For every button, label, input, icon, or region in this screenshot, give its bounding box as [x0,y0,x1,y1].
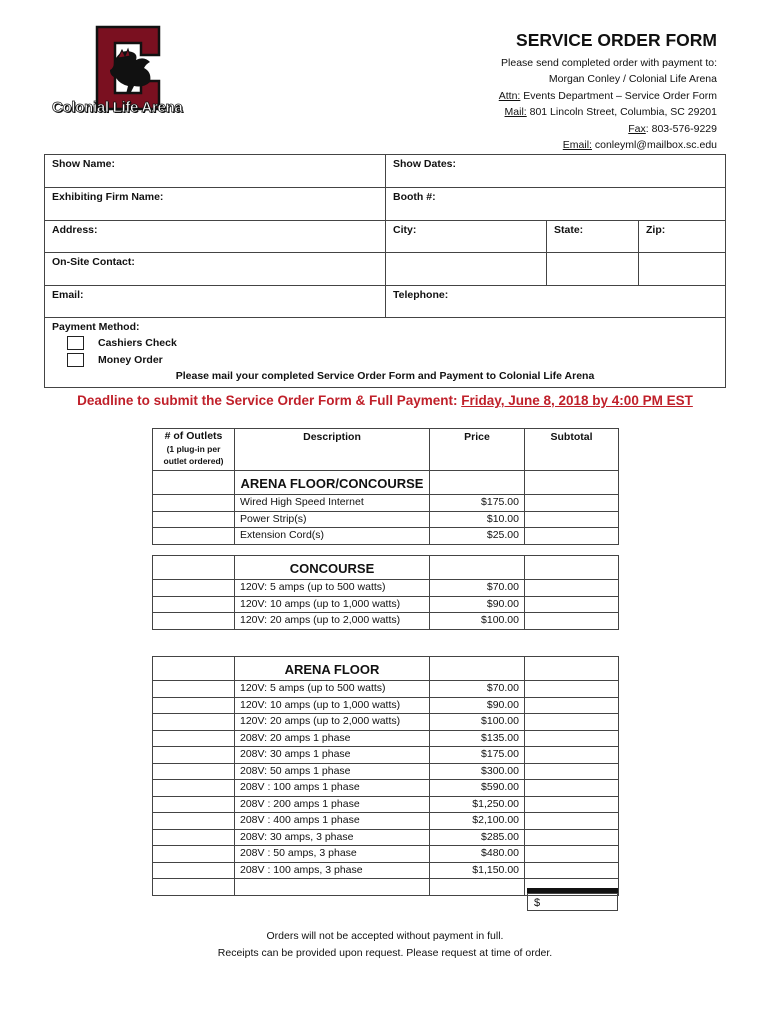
booth-field[interactable]: Booth #: [386,188,726,221]
table-row [153,495,619,512]
item-subtotal[interactable] [525,697,619,714]
onsite-contact-field[interactable]: On-Site Contact: [45,253,386,286]
cashiers-check-checkbox[interactable] [67,336,84,350]
qty-cell[interactable] [153,657,235,681]
item-description: Wired High Speed Internet [235,495,430,512]
qty-input[interactable] [153,780,235,797]
qty-input[interactable] [153,511,235,528]
table-row [153,846,619,863]
contact-line: Mail: 801 Lincoln Street, Columbia, SC 29201 [504,106,717,119]
section-header-row [153,471,619,495]
item-description: 208V : 100 amps 1 phase [235,780,430,797]
price-table-arena-floor [152,656,619,896]
item-description: 120V: 20 amps (up to 2,000 watts) [235,714,430,731]
table-row [153,714,619,731]
customer-info-table [44,154,726,388]
qty-input[interactable] [153,747,235,764]
qty-input[interactable] [153,681,235,698]
item-description: 208V: 30 amps 1 phase [235,747,430,764]
footer-line-1: Orders will not be accepted without payment in full. [266,930,504,942]
item-description: Power Strip(s) [235,511,430,528]
item-price: $90.00 [430,596,525,613]
table-row [153,747,619,764]
item-subtotal[interactable] [525,813,619,830]
item-price: $2,100.00 [430,813,525,830]
item-description: 120V: 10 amps (up to 1,000 watts) [235,697,430,714]
table-row [153,763,619,780]
item-subtotal[interactable] [525,730,619,747]
qty-cell[interactable] [153,471,235,495]
section-title: ARENA FLOOR [235,657,430,681]
table-row [153,813,619,830]
table-row [153,681,619,698]
table-row [153,796,619,813]
contact-line: Morgan Conley / Colonial Life Arena [548,73,717,86]
item-subtotal[interactable] [525,862,619,879]
qty-input[interactable] [153,714,235,731]
qty-input[interactable] [153,613,235,630]
item-price: $175.00 [430,495,525,512]
item-price: $1,250.00 [430,796,525,813]
section-header-row [153,657,619,681]
form-title: SERVICE ORDER FORM [516,30,717,50]
qty-input[interactable] [153,580,235,597]
table-row [153,697,619,714]
footer-line-2: Receipts can be provided upon request. Please request at time of order. [217,947,553,959]
table-row [153,862,619,879]
section-title: CONCOURSE [235,556,430,580]
item-subtotal[interactable] [525,747,619,764]
contact-line: Attn: Events Department – Service Order Form [498,89,717,102]
item-subtotal[interactable] [525,613,619,630]
item-price: $135.00 [430,730,525,747]
item-description: 120V: 20 amps (up to 2,000 watts) [235,613,430,630]
subtotal-header: Subtotal [525,429,619,471]
table-row [153,829,619,846]
total-field[interactable]: $ [527,893,618,911]
money-order-checkbox[interactable] [67,353,84,367]
table-row [153,528,619,545]
item-subtotal[interactable] [525,763,619,780]
telephone-field[interactable]: Telephone: [386,286,726,318]
item-description: 208V: 50 amps 1 phase [235,763,430,780]
payment-method-label: Payment Method: [52,321,140,333]
item-subtotal[interactable] [525,511,619,528]
qty-input[interactable] [153,697,235,714]
section-title: ARENA FLOOR/CONCOURSE [235,471,430,495]
price-header: Price [430,429,525,471]
item-description: 208V: 20 amps 1 phase [235,730,430,747]
item-subtotal[interactable] [525,528,619,545]
address-field[interactable]: Address: [45,221,386,253]
deadline-date: Friday, June 8, 2018 by 4:00 PM EST [461,393,693,408]
mail-note: Please mail your completed Service Order Form and Payment to Colonial Life Arena [175,370,595,382]
item-subtotal[interactable] [525,846,619,863]
table-row [153,780,619,797]
item-price: $480.00 [430,846,525,863]
item-subtotal[interactable] [525,495,619,512]
firm-name-field[interactable]: Exhibiting Firm Name: [45,188,386,221]
city-field[interactable]: City: [386,221,547,253]
contact-block [499,55,717,153]
qty-cell[interactable] [153,556,235,580]
item-price: $300.00 [430,763,525,780]
item-price: $590.00 [430,780,525,797]
item-description: 120V: 10 amps (up to 1,000 watts) [235,596,430,613]
qty-input[interactable] [153,528,235,545]
qty-input[interactable] [153,813,235,830]
item-subtotal[interactable] [525,829,619,846]
table-row [153,613,619,630]
money-order-option[interactable]: Money Order [67,351,718,368]
item-price: $100.00 [430,714,525,731]
item-description: Extension Cord(s) [235,528,430,545]
contact-line: Please send completed order with payment to: [501,57,717,69]
qty-input[interactable] [153,862,235,879]
item-price: $90.00 [430,697,525,714]
deadline-notice: Deadline to submit the Service Order Form & Full Payment: Friday, June 8, 2018 by 4:00 PM EST [77,393,693,408]
item-price: $285.00 [430,829,525,846]
item-price: $10.00 [430,511,525,528]
qty-input[interactable] [153,829,235,846]
item-subtotal[interactable] [525,796,619,813]
item-price: $70.00 [430,580,525,597]
qty-input[interactable] [153,846,235,863]
show-dates-field[interactable]: Show Dates: [386,155,726,188]
item-price: $175.00 [430,747,525,764]
item-price: $100.00 [430,613,525,630]
price-table-concourse [152,555,619,630]
item-price: $25.00 [430,528,525,545]
qty-input[interactable] [153,796,235,813]
description-header: Description [235,429,430,471]
item-description: 208V: 30 amps, 3 phase [235,829,430,846]
item-price: $70.00 [430,681,525,698]
email-field[interactable]: Email: [45,286,386,318]
logo-wordmark: Colonial Life Arena [52,99,183,116]
table-row [153,730,619,747]
qty-input[interactable] [153,879,235,896]
price-table-arena-floor-concourse [152,428,619,545]
contact-line: Email: conleyml@mailbox.sc.edu [562,139,717,152]
item-subtotal[interactable] [525,681,619,698]
item-description: 120V: 5 amps (up to 500 watts) [235,580,430,597]
table-row [153,511,619,528]
item-subtotal[interactable] [525,596,619,613]
footer-notes [0,928,770,962]
section-header-row [153,556,619,580]
item-price: $1,150.00 [430,862,525,879]
contact-line: Fax: 803-576-9229 [628,122,717,135]
state-field[interactable]: State: [547,221,639,253]
item-description: 208V : 400 amps 1 phase [235,813,430,830]
table-row [153,596,619,613]
item-subtotal[interactable] [525,580,619,597]
qty-input[interactable] [153,495,235,512]
qty-input[interactable] [153,730,235,747]
qty-input[interactable] [153,763,235,780]
table-row [153,580,619,597]
outlets-header: # of Outlets (1 plug-in per outlet ordered) [153,429,235,471]
item-description: 208V : 100 amps, 3 phase [235,862,430,879]
qty-input[interactable] [153,596,235,613]
item-description: 208V : 50 amps, 3 phase [235,846,430,863]
item-description: 208V : 200 amps 1 phase [235,796,430,813]
zip-field[interactable]: Zip: [639,221,726,253]
item-subtotal[interactable] [525,780,619,797]
item-description: 120V: 5 amps (up to 500 watts) [235,681,430,698]
show-name-field[interactable]: Show Name: [45,155,386,188]
cashiers-check-option[interactable]: Cashiers Check [67,334,718,351]
item-subtotal[interactable] [525,714,619,731]
